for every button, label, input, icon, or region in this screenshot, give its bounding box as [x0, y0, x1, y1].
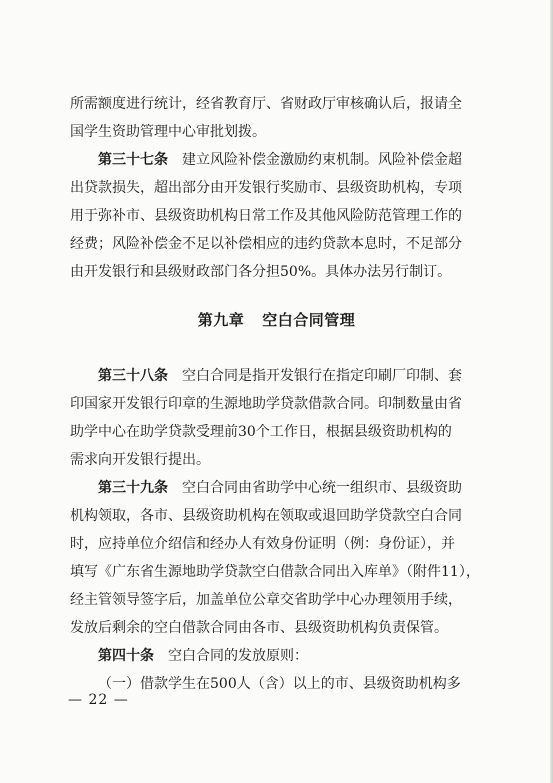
article-40-line: [98, 642, 492, 670]
article-38-line: [98, 362, 492, 390]
text-line-1: 所需额度进行统计，经省教育厅、省财政厅审核确认后，报请全: [70, 96, 462, 112]
article-37-label: 第三十七条: [98, 152, 168, 168]
text-line-13: 机构领取，各市、县级资助机构在领取或退回助学贷款空白合同: [70, 508, 462, 524]
text-line-19: （一）借款学生在500人（含）以上的市、县级资助机构多: [98, 676, 461, 692]
article-38-label: 第三十八条: [98, 368, 168, 384]
article-39-text: 空白合同由省助学中心统一组织市、县级资助: [182, 480, 462, 496]
article-37-line: [98, 146, 492, 174]
text-line-16: 经主管领导签字后，加盖单位公章交省助学中心办理领用手续，: [70, 592, 462, 608]
text-line-11: 需求向开发银行提出。: [70, 452, 210, 468]
text-line-7: 由开发银行和县级财政部门各分担50%。具体办法另行制订。: [70, 264, 452, 280]
text-line-10: 助学中心在助学贷款受理前30个工作日，根据县级资助机构的: [70, 424, 452, 440]
article-37-text: 建立风险补偿金激励约束机制。风险补偿金超: [182, 152, 462, 168]
chapter-title: 空白合同管理: [262, 311, 356, 329]
text-line-2: 国学生资助管理中心审批划拨。: [70, 124, 266, 140]
article-38-text: 空白合同是指开发银行在指定印刷厂印制、套: [182, 368, 462, 384]
text-line-4: 出贷款损失，超出部分由开发银行奖励市、县级资助机构，专项: [70, 180, 462, 196]
chapter-heading: [0, 306, 553, 334]
article-40-label: 第四十条: [98, 648, 154, 664]
text-line-17: 发放后剩余的空白借款合同由各市、县级资助机构负责保管。: [70, 620, 448, 636]
text-line-5: 用于弥补市、县级资助机构日常工作及其他风险防范管理工作的: [70, 208, 462, 224]
text-line-14: 时，应持单位介绍信和经办人有效身份证明（例：身份证），并: [70, 536, 455, 552]
text-line-9: 印国家开发银行印章的生源地助学贷款借款合同。印制数量由省: [70, 396, 462, 412]
text-line-6: 经费；风险补偿金不足以补偿相应的违约贷款本息时，不足部分: [70, 236, 462, 252]
article-39-line: [98, 474, 492, 502]
chapter-number: 第九章: [197, 311, 245, 329]
text-line-15: 填写《广东省生源地助学贷款空白借款合同出入库单》（附件11），: [70, 564, 480, 580]
article-40-text: 空白合同的发放原则：: [168, 648, 308, 664]
page-number: — 22 —: [68, 692, 129, 708]
article-39-label: 第三十九条: [98, 480, 168, 496]
